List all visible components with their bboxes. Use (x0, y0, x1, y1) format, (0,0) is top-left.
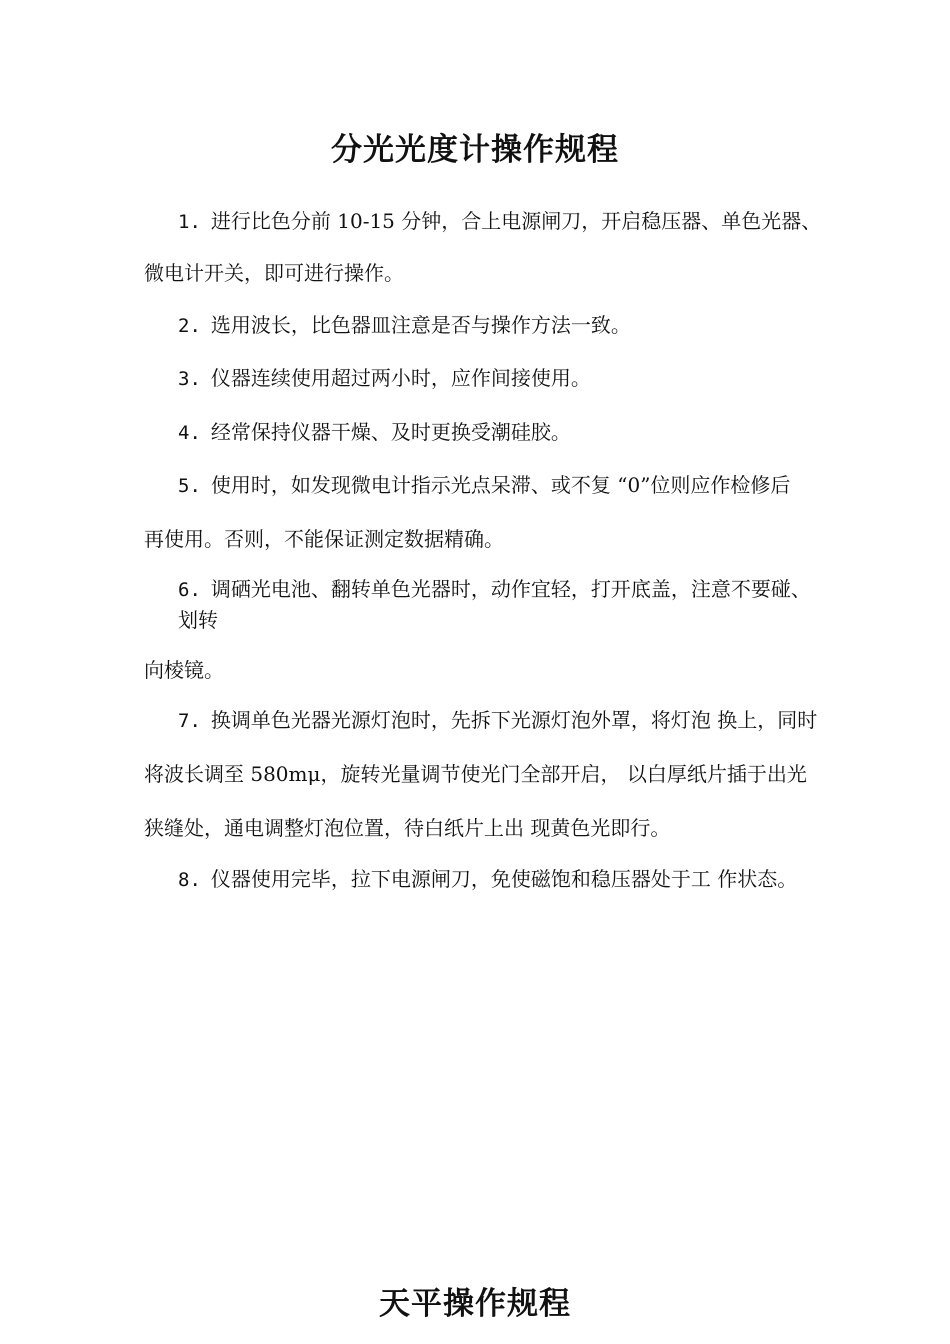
procedure-step-5 (178, 472, 790, 499)
procedure-step-4 (178, 419, 571, 446)
procedure-step-5-continuation (144, 526, 504, 552)
procedure-step-3 (178, 365, 591, 392)
step-text: 微电计开关，即可进行操作。 (144, 261, 404, 285)
step-text: 再使用。否则，不能保证测定数据精确。 (144, 527, 504, 551)
step-text: 进行比色分前 10-15 分钟，合上电源闸刀，开启稳压器、单色光器、 (210, 209, 822, 233)
step-text: 划转 (178, 608, 218, 632)
step-text: 仪器连续使用超过两小时，应作间接使用。 (210, 366, 591, 390)
step-text: 将波长调至 580mμ，旋转光量调节使光门全部开启， 以白厚纸片插于出光 (144, 762, 807, 786)
step-text: 使用时，如发现微电计指示光点呆滞、或不复 “0”位则应作检修后 (210, 473, 791, 497)
step-text: 选用波长，比色器皿注意是否与操作方法一致。 (210, 313, 631, 337)
step-number: 4. (178, 422, 201, 444)
procedure-step-1-continuation (144, 260, 404, 286)
procedure-step-7-continuation (144, 815, 670, 841)
procedure-step-6 (178, 576, 811, 603)
procedure-step-6-continuation (178, 607, 218, 633)
step-number: 7. (178, 710, 201, 732)
step-text: 狭缝处，通电调整灯泡位置，待白纸片上出 现黄色光即行。 (144, 816, 671, 840)
procedure-step-8 (178, 866, 797, 893)
step-number: 5. (178, 475, 201, 497)
step-text: 换调单色光器光源灯泡时，先拆下光源灯泡外罩，将灯泡 换上，同时 (210, 708, 818, 732)
step-number: 2. (178, 315, 201, 337)
step-number: 3. (178, 368, 201, 390)
procedure-step-7-continuation (144, 761, 807, 787)
procedure-step-1 (178, 208, 821, 235)
step-text: 经常保持仪器干燥、及时更换受潮硅胶。 (210, 420, 571, 444)
step-text: 向棱镜。 (144, 658, 224, 682)
procedure-step-7 (178, 707, 817, 734)
step-number: 1. (178, 211, 201, 233)
document-title: 分光光度计操作规程 (331, 132, 619, 168)
next-section-title: 天平操作规程 (379, 1286, 571, 1322)
step-text: 仪器使用完毕，拉下电源闸刀，免使磁饱和稳压器处于工 作状态。 (210, 867, 798, 891)
procedure-step-6-continuation (144, 657, 224, 683)
step-number: 6. (178, 579, 201, 601)
step-text: 调硒光电池、翻转单色光器时，动作宜轻，打开底盖，注意不要碰、 (210, 577, 811, 601)
step-number: 8. (178, 869, 201, 891)
procedure-step-2 (178, 312, 631, 339)
